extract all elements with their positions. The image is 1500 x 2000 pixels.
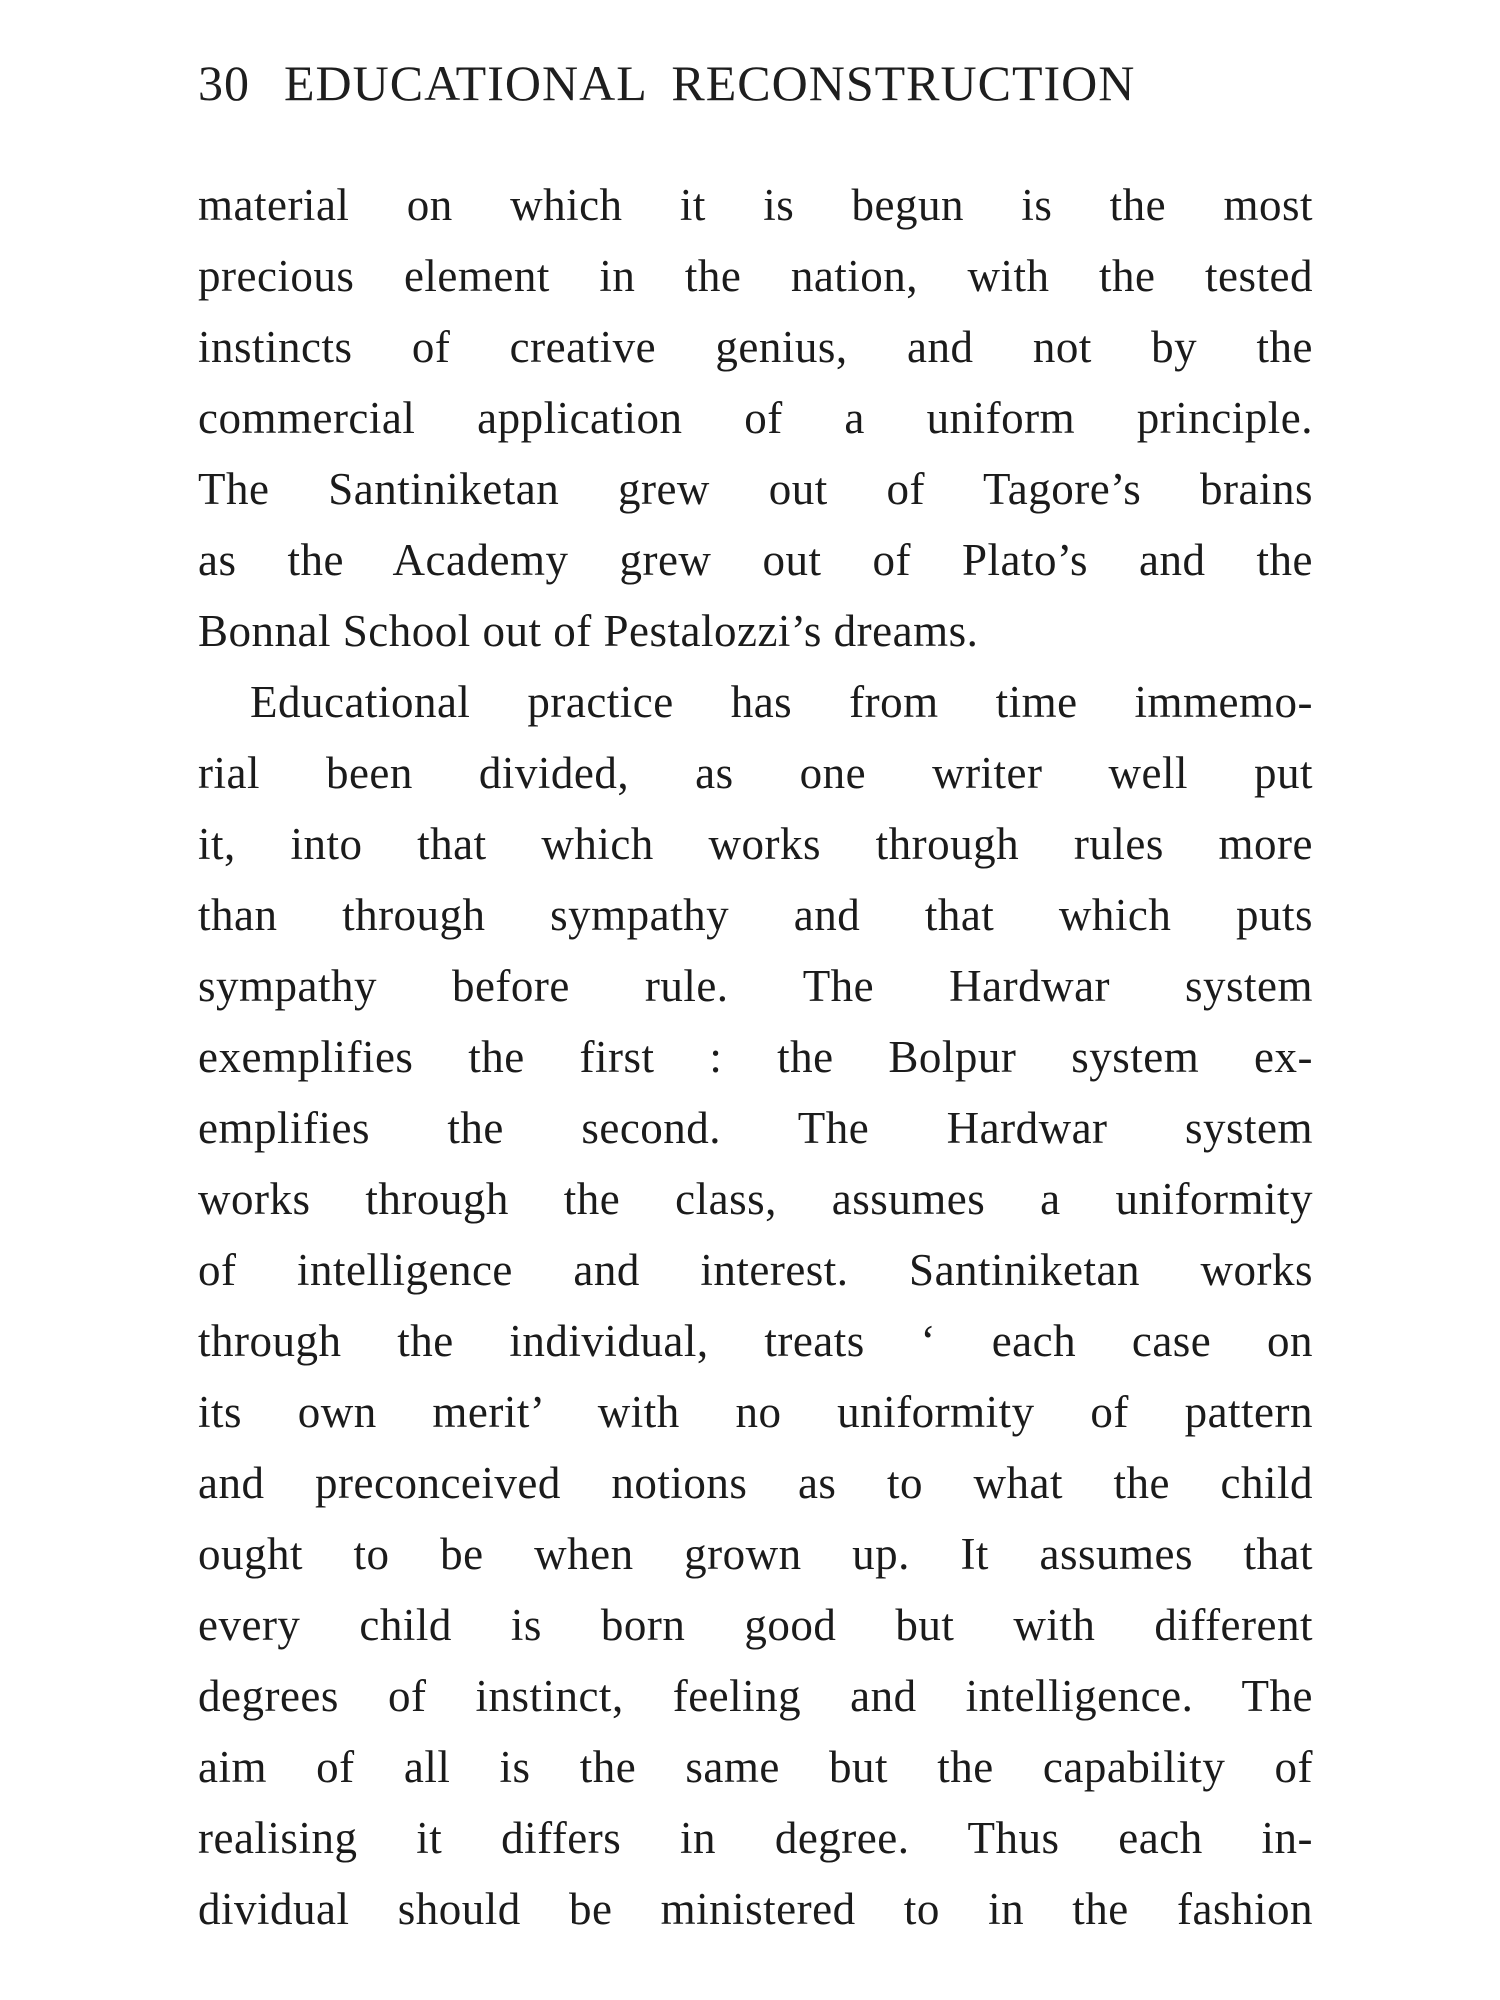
text-line: it, into that which works through rules more: [198, 819, 1313, 869]
text-line: its own merit’ with no uniformity of pattern: [198, 1387, 1313, 1437]
text-line: of intelligence and interest. Santiniketan works: [198, 1245, 1313, 1295]
text-line: every child is born good but with different: [198, 1600, 1313, 1650]
running-head: [198, 48, 1135, 118]
text-line: Educational practice has from time immemo-: [250, 677, 1313, 727]
text-line: The Santiniketan grew out of Tagore’s brains: [198, 464, 1313, 514]
text-line: than through sympathy and that which puts: [198, 890, 1313, 940]
text-line: material on which it is begun is the most: [198, 180, 1313, 230]
text-line: degrees of instinct, feeling and intelligence. The: [198, 1671, 1313, 1721]
text-line: as the Academy grew out of Plato’s and the: [198, 535, 1313, 585]
paragraph-1: [198, 170, 1313, 667]
text-line: instincts of creative genius, and not by the: [198, 322, 1313, 372]
text-line: sympathy before rule. The Hardwar system: [198, 961, 1313, 1011]
text-line: ought to be when grown up. It assumes that: [198, 1529, 1313, 1579]
text-line: commercial application of a uniform principle.: [198, 393, 1313, 443]
text-line: Bonnal School out of Pestalozzi’s dreams.: [198, 606, 979, 656]
book-title: EDUCATIONAL RECONSTRUCTION: [284, 55, 1136, 111]
text-line: dividual should be ministered to in the fashion: [198, 1884, 1313, 1934]
text-line: works through the class, assumes a uniformity: [198, 1174, 1313, 1224]
text-line: through the individual, treats ‘ each case on: [198, 1316, 1313, 1366]
text-line: rial been divided, as one writer well put: [198, 748, 1313, 798]
text-line: and preconceived notions as to what the child: [198, 1458, 1313, 1508]
text-line: precious element in the nation, with the tested: [198, 251, 1313, 301]
text-line: exemplifies the first : the Bolpur system ex-: [198, 1032, 1313, 1082]
text-line: realising it differs in degree. Thus each in-: [198, 1813, 1313, 1863]
page-number: 30: [198, 55, 250, 111]
text-line: aim of all is the same but the capability of: [198, 1742, 1313, 1792]
paragraph-2: [198, 667, 1313, 1945]
text-line: emplifies the second. The Hardwar system: [198, 1103, 1313, 1153]
body-text: [198, 170, 1313, 1945]
